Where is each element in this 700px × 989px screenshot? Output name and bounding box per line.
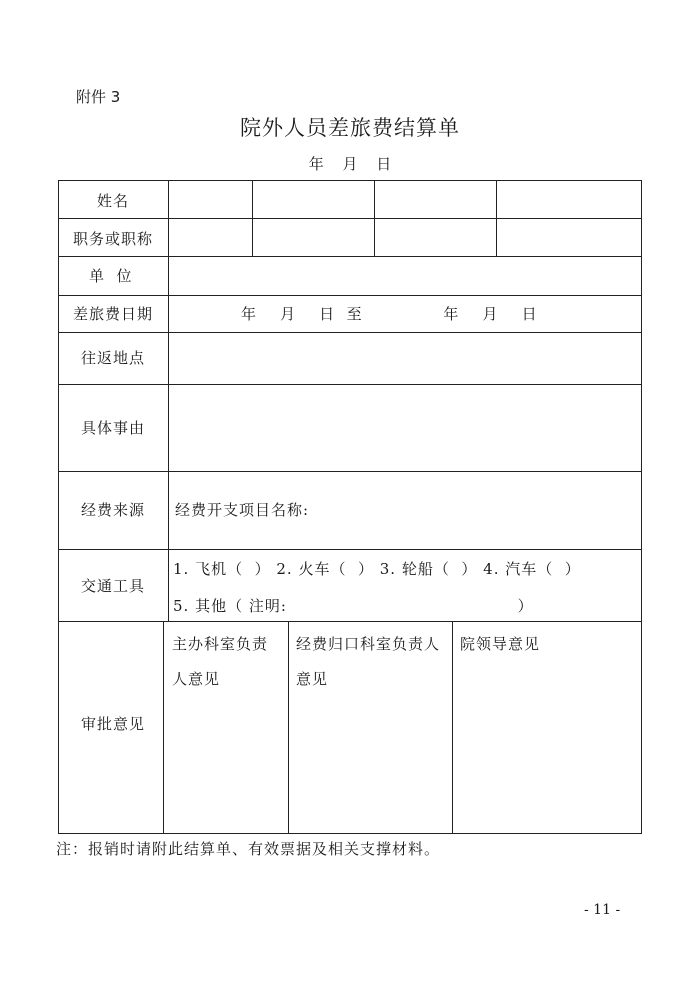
approval-host-dept: 人意见 [172,670,221,688]
row-divider [59,471,641,472]
row-divider [59,295,641,296]
cell-divider [252,181,253,256]
label-column-divider [168,181,169,621]
footnote: 注：报销时请附此结算单、有效票据及相关支撑材料。 [56,840,441,858]
funding-project-name: 经费开支项目名称: [175,501,310,519]
name-label: 姓名 [97,192,130,210]
approval-label: 审批意见 [81,715,146,733]
date-line: 年 月 日 [308,155,392,173]
label-column-divider [163,621,164,833]
page-number: - 11 - [584,902,621,918]
transport-options: 1. 飞机（ ） 2. 火车（ ） 3. 轮船（ ） 4. 汽车（ ） [173,560,581,578]
unit-label: 单 位 [89,267,133,285]
cell-divider [374,181,375,256]
position-label: 职务或职称 [73,230,154,248]
row-divider [59,384,641,385]
row-divider [59,549,641,550]
page-title: 院外人员差旅费结算单 [240,116,460,140]
funding-label: 经费来源 [81,501,146,519]
cell-divider [496,181,497,256]
reason-label: 具体事由 [81,419,146,437]
row-divider [59,256,641,257]
row-divider [59,621,641,622]
approval-finance-dept: 意见 [296,670,329,688]
row-divider [59,218,641,219]
route-label: 往返地点 [81,349,146,367]
approval-finance-dept: 经费归口科室负责人 [296,635,441,653]
travel-date-label: 差旅费日期 [73,305,154,323]
transport-label: 交通工具 [81,577,146,595]
attachment-label: 附件 3 [76,88,121,106]
approval-divider [452,621,453,833]
row-divider [59,332,641,333]
approval-leader: 院领导意见 [460,635,541,653]
approval-divider [288,621,289,833]
travel-date-range: 年 月 日 至 年 月 日 [241,305,538,323]
approval-host-dept: 主办科室负责 [172,635,269,653]
transport-other: 5. 其他（ 注明: ） [173,597,534,615]
settlement-form-table [58,180,642,834]
